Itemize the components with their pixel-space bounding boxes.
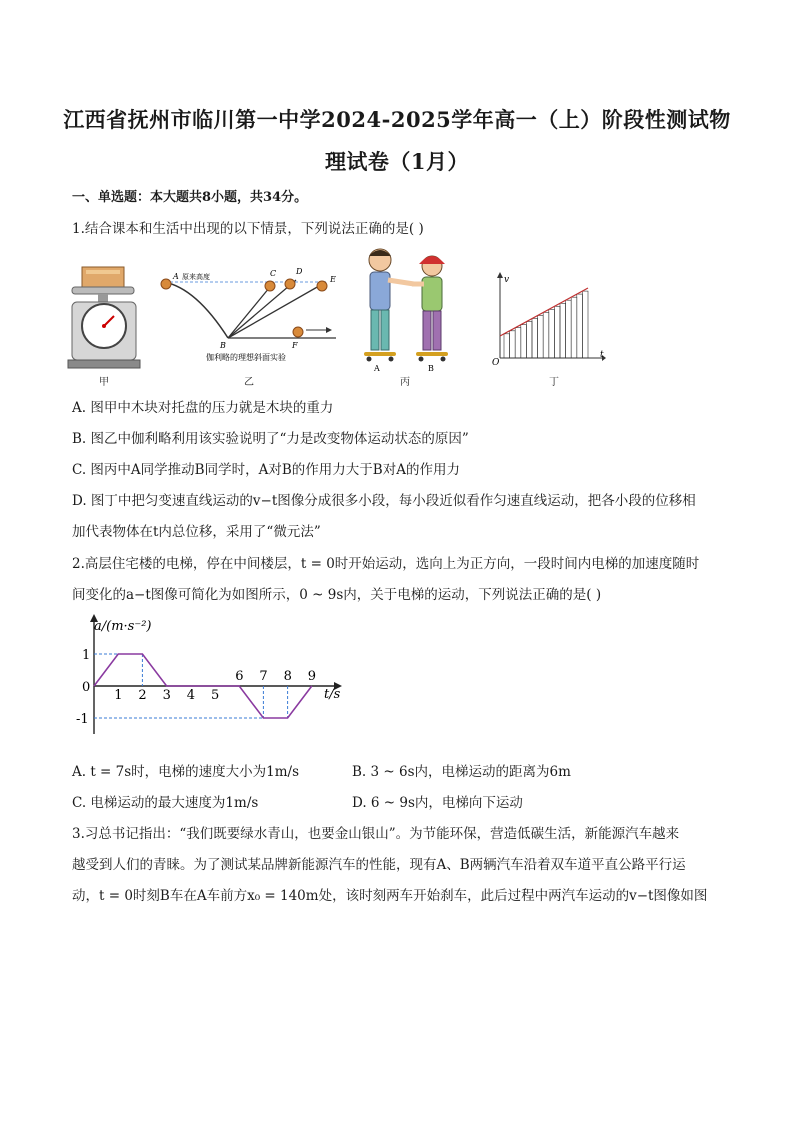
origin-label: O — [492, 358, 500, 366]
x-tick-label: 5 — [211, 688, 220, 703]
exam-title-line2: 理试卷（1月） — [324, 149, 470, 174]
q1-option-d-line2[interactable]: 加代表物体在t内总位移，采用了“微元法” — [72, 524, 321, 540]
x-tick-label: 9 — [307, 669, 317, 684]
ball-a — [161, 279, 171, 289]
q2-stem-line1: 2.高层住宅楼的电梯，停在中间楼层，t = 0时开始运动，选向上为正方向，一段时间内电梯的加速度随时 — [72, 556, 700, 572]
fig-label-ding: 丁 — [549, 377, 559, 388]
x-tick-label: 3 — [162, 688, 171, 703]
vt-strip — [577, 294, 583, 358]
y-tick-label: -1 — [76, 712, 89, 727]
person-b-leg-left — [423, 311, 431, 350]
skateboard-a — [364, 352, 396, 356]
vt-strip — [571, 297, 577, 358]
q1-option-a[interactable]: A. 图甲中木块对托盘的压力就是木块的重力 — [72, 400, 334, 416]
q1-option-d-line1[interactable]: D. 图丁中把匀变速直线运动的v−t图像分成很多小段，每小段近似看作匀速直线运动，把各小段的位移相 — [72, 493, 696, 509]
q3-stem-line1: 3.习总书记指出：“我们既要绿水青山，也要金山银山”。为节能环保，营造低碳生活，新能源汽车越来 — [72, 826, 680, 842]
ball-d — [285, 279, 295, 289]
ball-f — [293, 327, 303, 337]
block-highlight — [86, 270, 120, 274]
q1-stem: 1.结合课本和生活中出现的以下情景，下列说法正确的是( ) — [72, 221, 424, 237]
point-d-label: D — [296, 268, 303, 276]
person-b-cap — [419, 256, 445, 264]
ball-e — [317, 281, 327, 291]
vt-strip — [560, 303, 566, 358]
point-b-label: B — [220, 341, 226, 350]
scale-base — [68, 360, 140, 368]
point-e-label: E — [330, 275, 336, 284]
section-heading: 一、单选题：本大题共8小题，共34分。 — [72, 190, 308, 205]
q3-stem-line2: 越受到人们的青睐。为了测试某品牌新能源汽车的性能，现有A、B两辆汽车沿着双车道平直公路平行运 — [72, 857, 686, 873]
vt-strip — [538, 316, 544, 359]
ramp-d — [228, 280, 296, 338]
vt-strip — [504, 334, 510, 358]
x-tick-label: 4 — [186, 688, 196, 703]
scale-tray — [72, 287, 134, 294]
needle-pivot — [102, 324, 106, 328]
point-f-label: F — [292, 341, 298, 350]
original-height-label: 原来高度 — [182, 273, 210, 281]
vt-strip — [582, 291, 588, 358]
skateboard-b — [416, 352, 448, 356]
q2-option-d[interactable]: D. 6 ~ 9s内，电梯向下运动 — [352, 795, 523, 811]
q2-option-c[interactable]: C. 电梯运动的最大速度为1m/s — [72, 795, 259, 811]
q2-stem-line2: 间变化的a−t图像可简化为如图所示，0 ~ 9s内，关于电梯的运动，下列说法正确的是( ) — [72, 587, 602, 603]
vt-strip — [566, 300, 572, 358]
person-a-label: A — [374, 364, 380, 372]
vt-strip — [532, 319, 538, 359]
vt-strip — [515, 328, 521, 358]
vt-strip — [543, 312, 549, 358]
x-tick-label: 6 — [235, 669, 244, 684]
vt-strip — [526, 322, 532, 358]
vt-strip — [510, 331, 516, 358]
x-tick-label: 1 — [114, 688, 123, 703]
galileo-ramp-figure — [156, 268, 346, 368]
q3-stem-line3: 动，t = 0时刻B车在A车前方x₀ = 140m处，该时刻两车开始刹车，此后过程中两汽车运动的v−t图像如图 — [72, 888, 708, 904]
wheel-b1 — [419, 357, 424, 362]
ball-c — [265, 281, 275, 291]
person-a-leg-left — [371, 310, 379, 350]
vt-strip — [521, 325, 527, 358]
fig-label-bing: 丙 — [400, 377, 410, 388]
person-a-leg-right — [381, 310, 389, 350]
wheel-a2 — [389, 357, 394, 362]
at-x-axis-label: t/s — [324, 687, 341, 702]
person-a-hair — [369, 250, 391, 256]
q2-option-b[interactable]: B. 3 ~ 6s内，电梯运动的距离为6m — [352, 764, 571, 780]
x-tick-label: 8 — [283, 669, 292, 684]
x-tick-label: 7 — [259, 669, 268, 684]
pushing-people-figure — [356, 240, 456, 372]
galileo-caption: 伽利略的理想斜面实验 — [206, 353, 286, 362]
at-ticks — [76, 648, 316, 727]
vt-strip — [549, 309, 555, 358]
motion-arrowhead — [326, 327, 332, 333]
staircase-strips — [504, 291, 588, 358]
vt-strip — [554, 306, 560, 358]
at-y-axis-label: a/(m·s⁻²) — [94, 619, 152, 634]
exam-title-line1: 江西省抚州市临川第一中学2024-2025学年高一（上）阶段性测试物 — [63, 107, 731, 132]
t-axis-label: t — [600, 350, 604, 360]
fig-label-jia: 甲 — [99, 377, 109, 388]
x-tick-label: 2 — [138, 688, 147, 703]
vt-line — [500, 288, 588, 336]
person-b-leg-right — [433, 311, 441, 350]
y-tick-label: 1 — [82, 648, 91, 663]
person-a-arm — [388, 280, 414, 284]
scale-stem — [98, 294, 108, 302]
fig-label-yi: 乙 — [244, 377, 254, 388]
wheel-a1 — [367, 357, 372, 362]
ramp-left — [164, 282, 228, 338]
person-a-shirt — [370, 272, 390, 310]
y-tick-label: 0 — [82, 680, 91, 695]
q1-option-c[interactable]: C. 图丙中A同学推动B同学时，A对B的作用力大于B对A的作用力 — [72, 462, 460, 478]
point-a-label: A — [173, 272, 179, 281]
v-axis-arrow — [497, 272, 503, 278]
q1-option-b[interactable]: B. 图乙中伽利略利用该实验说明了“力是改变物体运动状态的原因” — [72, 431, 469, 447]
person-b-label: B — [428, 364, 434, 372]
wheel-b2 — [441, 357, 446, 362]
q2-option-a[interactable]: A. t = 7s时，电梯的速度大小为1m/s — [72, 764, 300, 780]
person-b-shirt — [422, 277, 442, 311]
scale-figure — [64, 262, 144, 372]
point-c-label: C — [270, 269, 277, 278]
v-axis-label: v — [504, 275, 510, 285]
vt-microelement-figure — [488, 270, 606, 366]
at-chart — [72, 612, 372, 744]
